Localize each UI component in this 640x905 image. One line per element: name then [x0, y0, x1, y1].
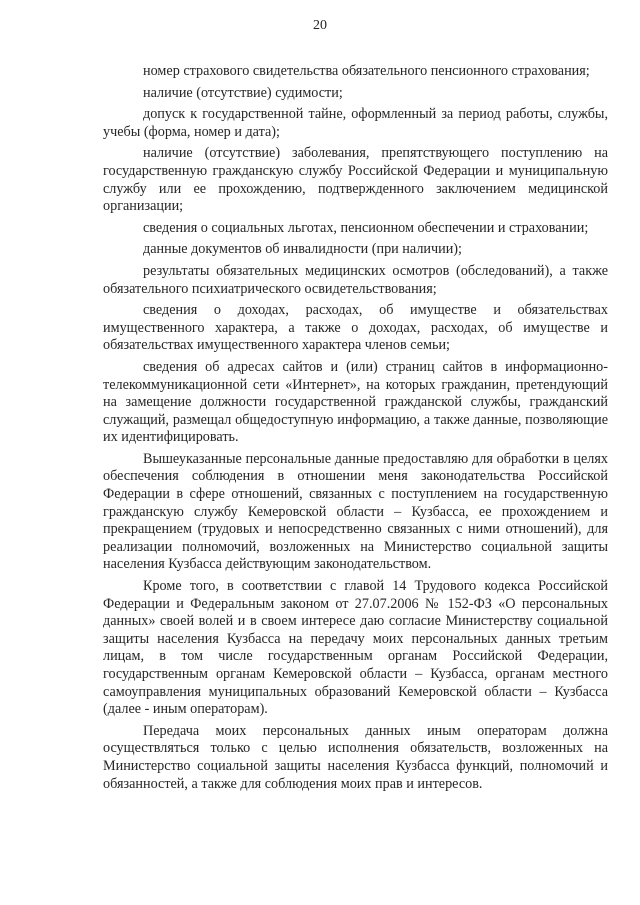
- document-body: [103, 63, 608, 797]
- paragraph-disability: данные документов об инвалидности (при наличии);: [143, 241, 462, 258]
- paragraph-medical-exams: результаты обязательных медицинских осмотров (обследований), а также обязательного психиатрического освидетельствования;: [103, 262, 608, 297]
- paragraph-consent-transfer: Кроме того, в соответствии с главой 14 Трудового кодекса Российской Федерации и Федеральным законом от 27.07.2006 № 152-ФЗ «О персональных данных» своей волей и в своем интересе даю согласие Министерству социальной защиты населения Кузбасса на передачу моих персональных данных третьим лицам, в том числе государственным органам Российской Федерации, государственным органам Кемеровской области – Кузбасса, органам местного самоуправления муниципальных образований Кемеровской области – Кузбасса (далее - иным операторам).: [103, 578, 608, 718]
- paragraph-criminal-record: наличие (отсутствие) судимости;: [143, 84, 343, 101]
- page-number: 20: [313, 18, 327, 33]
- paragraph-processing-purpose: Вышеуказанные персональные данные предоставляю для обработки в целях обеспечения соблюдения в отношении меня законодательства Российской Федерации в сфере отношений, связанных с поступлением на государственную гражданскую службу Кемеровской области – Кузбасса, ее прохождением и прекращением (трудовых и непосредственно связанных с ними отношений), для реализации полномочий, возложенных на Министерство социальной защиты населения Кузбасса действующим законодательством.: [103, 450, 608, 573]
- paragraph-disease: наличие (отсутствие) заболевания, препятствующего поступлению на государственную гражданскую службу Российской Федерации и муниципальную службу или ее прохождению, подтвержденного заключением медицинской организации;: [103, 145, 608, 215]
- paragraph-state-secret: допуск к государственной тайне, оформленный за период работы, службы, учебы (форма, номер и дата);: [103, 106, 608, 140]
- paragraph-social-benefits: сведения о социальных льготах, пенсионном обеспечении и страховании;: [143, 219, 589, 236]
- paragraph-websites: сведения об адресах сайтов и (или) страниц сайтов в информационно-телекоммуникационной сети «Интернет», на которых гражданин, претендующий на замещение должности государственной гражданской службы, гражданский служащий, размещал общедоступную информацию, а также данные, позволяющие их идентифицировать.: [103, 358, 608, 446]
- paragraph-insurance-certificate: номер страхового свидетельства обязательного пенсионного страхования;: [143, 63, 590, 79]
- paragraph-income: сведения о доходах, расходах, об имуществе и обязательствах имущественного характера, а также о доходах, расходах, об имуществе и обязательствах имущественного характера членов семьи;: [103, 302, 608, 354]
- paragraph-transfer-conditions: Передача моих персональных данных иным операторам должна осуществляться только с целью исполнения обязательств, возложенных на Министерство социальной защиты населения Кузбасса функций, полномочий и обязанностей, а также для соблюдения моих прав и интересов.: [103, 722, 608, 792]
